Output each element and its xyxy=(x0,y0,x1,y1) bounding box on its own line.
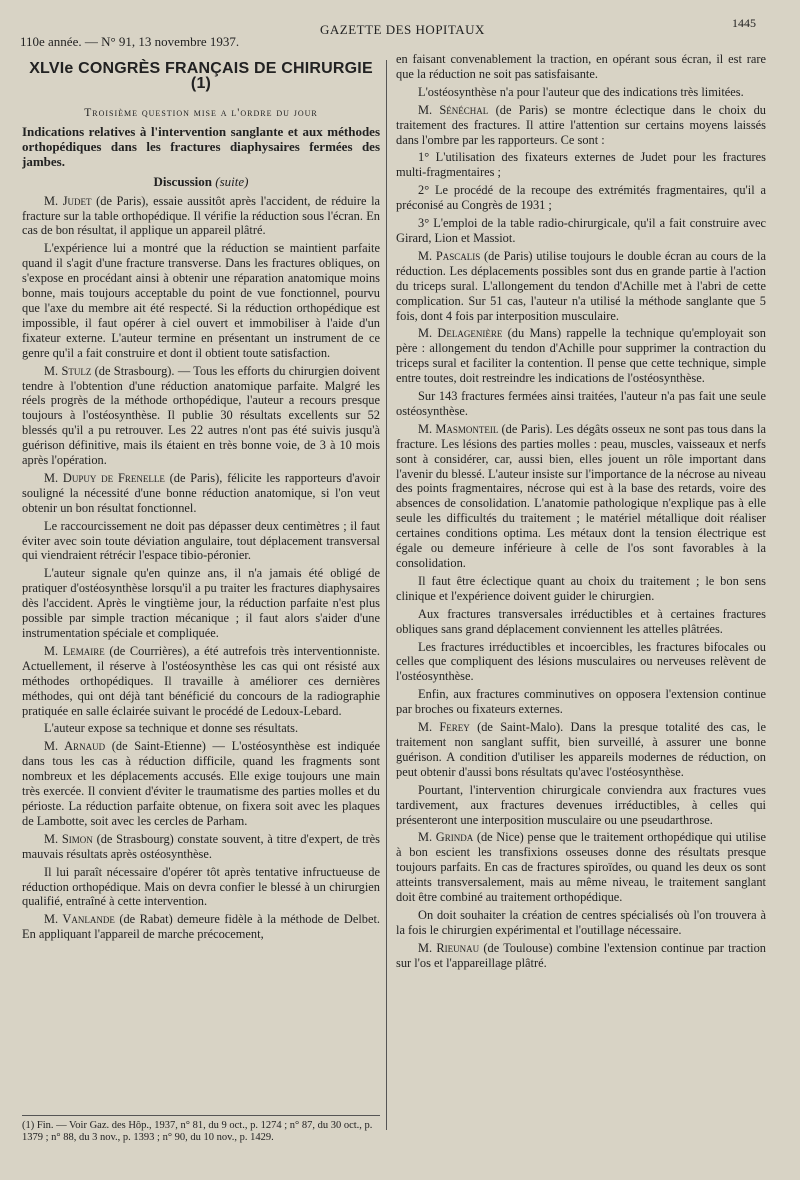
speaker-name: M. Dupuy de Frenelle xyxy=(44,470,165,485)
speaker-name: M. Vanlande xyxy=(44,912,115,927)
paragraph-text: (de Rabat) demeure fidèle à la méthode de Delbet. En appliquant l'appareil de marche précocement, xyxy=(22,912,380,942)
paragraph-text: 3° L'emploi de la table radio-chirurgicale, qu'il a fait construire avec Girard, Lion et Massiot. xyxy=(396,216,766,245)
speaker-name: M. Lemaire xyxy=(44,643,105,658)
speaker-name: M. Pascalis xyxy=(418,248,481,263)
paragraph-text: (de Toulouse) combine l'extension continue par traction sur l'os et l'appareillage plâtré. xyxy=(396,940,766,970)
page-header xyxy=(20,14,756,48)
speaker-name: M. Grinda xyxy=(418,830,474,845)
speaker-name: M. Judet xyxy=(44,193,92,208)
paragraph xyxy=(396,150,766,180)
paragraph-text: (de Paris), félicite les rapporteurs d'avoir souligné la nécessité d'une bonne réduction anatomique, si l'on veut obtenir un bon résultat fonctionnel. xyxy=(22,470,380,515)
paragraph-text: (de Saint-Malo). Dans la presque totalité des cas, le traitement non sanglant suffit, bien surveillé, à assurer une bonne guérison. A condition d'utiliser les appareils modernes de réduction, on peut obtenir d'aussi bons résultats qu'avec l'ostéosynthèse. xyxy=(396,720,766,779)
footnote: (1) Fin. — Voir Gaz. des Hôp., 1937, n° 81, du 9 oct., p. 1274 ; n° 87, du 30 oct., p. 1379 ; n° 88, du 3 nov., p. 1393 ; n° 90, du 10 nov., p. 1429. xyxy=(22,1115,380,1144)
paragraph xyxy=(396,422,766,571)
paragraph-text: L'expérience lui a montré que la réduction se maintient parfaite quand il s'agit d'une fracture transverse. Dans les fractures obliques, on s'expose en procédant ainsi à obtenir une réparation anatomique moins bonne, mais toujours acceptable du point de vue fonctionnel, pourvu que l'axe du membre ait été respecté. Si la réduction orthopédique est impossible, il faut opérer à ciel ouvert et immobiliser à l'aide d'un fixateur externe. L'auteur termine en présentant un instrument de ce genre qu'il a fait construire et dont il obtient toute satisfaction. xyxy=(22,241,380,360)
discussion-label xyxy=(22,175,380,190)
paragraph xyxy=(396,249,766,324)
paragraph-text: L'auteur signale qu'en quinze ans, il n'a jamais été obligé de pratiquer d'ostéosynthèse lorsqu'il a pu traiter les fractures diaphysaires dès l'accident. Après le vingtième jour, la réduction parfaite n'est plus possible par simple traction mécanique ; il faut alors s'aider d'une instrumentation spéciale et compliquée. xyxy=(22,566,380,640)
paragraph xyxy=(22,364,380,468)
speaker-name: M. Delagenière xyxy=(418,326,503,341)
paragraph xyxy=(396,326,766,386)
paragraph xyxy=(22,912,380,942)
journal-name: GAZETTE DES HOPITAUX xyxy=(320,22,485,37)
paragraph-text: (de Strasbourg) constate souvent, à titre d'expert, de très mauvais résultats après ostéosynthèse. xyxy=(22,831,380,861)
paragraph-text: Le raccourcissement ne doit pas dépasser deux centimètres ; il faut éviter avec soin toute déviation angulaire, tout déplacement transversal qui viendraient rétrécir l'espace tibio-péronier. xyxy=(22,518,380,563)
paragraph-text: Il faut être éclectique quant au choix du traitement ; le bon sens clinique et l'expérience doivent guider le chirurgien. xyxy=(396,573,766,603)
speaker-name: M. Masmonteil xyxy=(418,421,499,436)
article-heading: Indications relatives à l'intervention sanglante et aux méthodes orthopédiques dans les fractures diaphysaires fermées des jambes. xyxy=(22,123,380,169)
paragraph xyxy=(396,607,766,637)
speaker-name: M. Sénéchal xyxy=(418,102,489,117)
paragraph xyxy=(396,85,766,100)
article-subtitle: Troisième question mise a l'ordre du jour xyxy=(84,106,318,119)
paragraph xyxy=(396,783,766,828)
paragraph-text: (de Paris). Les dégâts osseux ne sont pas tous dans la fracture. Les lésions des parties molles : peau, muscles, vaisseaux et nerfs sont à considérer, car, aussi bien, elles jouent un rôle important dans l'avenir du blessé. L'auteur insiste sur l'importance de la nécrose au niveau des points fragmentaires, nécrose qui est à la base des retards, voire des absences de consolidation. L'anatomie pathologique n'explique pas à elle seule les difficultés du traitement ; le matériel métallique doit réaliser certaines conditions optima. Les métaux dont la tension électrique est égale ou demeure inférieure à celle de l'os sont favorables à la consolidation. xyxy=(396,421,766,570)
right-column xyxy=(396,52,766,1136)
paragraph-text: On doit souhaiter la création de centres spécialisés où l'on trouvera à la fois le chirurgien expérimental et l'outillage nécessaire. xyxy=(396,907,766,937)
paragraph xyxy=(396,720,766,780)
paragraph-text: L'ostéosynthèse n'a pour l'auteur que des indications très limitées. xyxy=(418,84,744,99)
paragraph xyxy=(22,566,380,641)
paragraph xyxy=(396,941,766,971)
paragraph-text: (de Courrières), a été autrefois très interventionniste. Actuellement, il réserve à l'ostéosynthèse les cas qui ont résisté aux méthodes orthopédiques. Il travaille à améliorer ces dernières méthodes, qui ont déjà tant bénéficié du concours de la radiographie pratiquée en salle éclairée suivant le procédé de Ledoux-Lebard. xyxy=(22,643,380,718)
paragraph xyxy=(22,721,380,736)
paragraph xyxy=(396,389,766,419)
discussion-text: Discussion xyxy=(153,173,213,189)
paragraph xyxy=(396,574,766,604)
left-body xyxy=(22,194,380,943)
discussion-suffix: (suite) xyxy=(215,173,249,189)
paragraph xyxy=(396,640,766,685)
issue-line: 110e année. — N° 91, 13 novembre 1937. xyxy=(20,34,240,49)
paragraph-text: Aux fractures transversales irréductibles et à certaines fractures obliques sans grand déplacement conviennent les attelles plâtrées. xyxy=(396,606,766,636)
paragraph-text: (de Strasbourg). — Tous les efforts du chirurgien doivent tendre à l'obtention d'une réduction anatomique parfaite. Malgré les réels progrès de la méthode orthopédique, l'auteur a recours presque toujours à l'ostéosynthèse. Il publie 30 résultats excellents sur 52 blessés qu'il a pu retrouver. Les 22 autres n'ont pas été suivis jusqu'à guérison définitive, mais ils étaient en très bonne voie, de 3 à 10 mois après l'opération. xyxy=(22,363,380,468)
column-divider xyxy=(386,60,387,1130)
paragraph xyxy=(22,739,380,828)
paragraph xyxy=(22,241,380,360)
paragraph-text: (de Paris), essaie aussitôt après l'accident, de réduire la fracture sur la table orthopédique. Il vérifie la réduction sous l'écran. En cas de bon résultat, il applique un appareil plâtré. xyxy=(22,193,380,238)
paragraph-text: 1° L'utilisation des fixateurs externes de Judet pour les fractures multi-fragmentaires ; xyxy=(396,150,766,180)
paragraph-text: (de Paris) se montre éclectique dans le choix du traitement des fractures. Il attire l'attention sur certains moyens laissés dans l'ombre par les rapporteurs. Ce sont : xyxy=(396,102,766,147)
paragraph xyxy=(396,52,766,82)
speaker-name: M. Rieunau xyxy=(418,940,480,955)
paragraph-text: (de Saint-Etienne) — L'ostéosynthèse est indiquée dans tous les cas à réduction difficile, quand les fragments sont nombreux et les déplacements accusés. Elle exige toujours une main très exercée. Il convient d'éviter le traumatisme des parties molles et du périoste. La réduction parfaite obtenue, on fixera soit avec les plaques de Lambotte, soit avec les cercles de Parham. xyxy=(22,739,380,828)
right-body xyxy=(396,52,766,971)
paragraph-text: Enfin, aux fractures comminutives on opposera l'extension continue par broches ou fixateurs externes. xyxy=(396,687,766,717)
paragraph xyxy=(22,519,380,564)
paragraph-text: (de Nice) pense que le traitement orthopédique qui utilise à bon escient les transfixions osseuses donne des résultats presque toujours parfaits. En cas de fractures spiroïdes, ou quand les deux os sont atteints transversalement, mais au même niveau, le traitement sanglant doit être combiné au traitement orthopédique. xyxy=(396,830,766,905)
paragraph xyxy=(396,908,766,938)
paragraph-text: Il lui paraît nécessaire d'opérer tôt après tentative infructueuse de réduction orthopédique. Mais on devra confier le blessé à un chirurgien qualifié, entraîné à cette intervention. xyxy=(22,864,380,909)
speaker-name: M. Simon xyxy=(44,831,93,846)
paragraph xyxy=(396,687,766,717)
speaker-name: M. Ferey xyxy=(418,720,470,735)
paragraph-text: en faisant convenablement la traction, en opérant sous écran, il est rare que la réduction ne soit pas satisfaisante. xyxy=(396,52,766,81)
speaker-name: M. Stulz xyxy=(44,363,92,378)
speaker-name: M. Arnaud xyxy=(44,739,106,754)
paragraph-text: (du Mans) rappelle la technique qu'employait son père : allongement du tendon d'Achille pour supprimer la contraction du triceps sural et faciliter la contention. Il pense que cette technique, simple entre toutes, doit restreindre les indications de l'ostéosynthèse. xyxy=(396,326,766,386)
paragraph xyxy=(22,832,380,862)
paragraph-text: L'auteur expose sa technique et donne ses résultats. xyxy=(44,721,299,736)
paragraph xyxy=(396,216,766,246)
paragraph xyxy=(22,471,380,516)
paragraph-text: Pourtant, l'intervention chirurgicale conviendra aux fractures vues tardivement, aux fractures devenues irréductibles, à celles qui présenteront une interposition musculaire ou une pseudarthrose. xyxy=(396,782,766,827)
page-number: 1445 xyxy=(732,16,756,30)
paragraph-text: 2° Le procédé de la recoupe des extrémités fragmentaires, qu'il a préconisé au Congrès de 1931 ; xyxy=(396,183,766,213)
paragraph xyxy=(22,865,380,910)
paragraph xyxy=(22,194,380,239)
paragraph xyxy=(396,103,766,148)
article-title: XLVIe CONGRÈS FRANÇAIS DE CHIRURGIE (1) xyxy=(29,60,373,92)
paragraph xyxy=(396,183,766,213)
paragraph-text: Les fractures irréductibles et incoercibles, les fractures bifocales ou celles que compliquent des lésions musculaires ou nerveuses relèvent de l'ostéosynthèse. xyxy=(396,639,766,684)
paragraph xyxy=(396,830,766,905)
paragraph-text: Sur 143 fractures fermées ainsi traitées, l'auteur n'a pas fait une seule ostéosynthèse. xyxy=(396,389,766,418)
left-column xyxy=(22,52,380,1136)
paragraph-text: (de Paris) utilise toujours le double écran au cours de la réduction. Les déplacements possibles sont dus en grande partie à l'action du triceps sural. L'allongement du tendon d'Achille met à l'abri de cette complication. Sur 51 cas, l'auteur n'a utilisé la méthode sanglante que 5 fois, dont 4 fois par interposition musculaire. xyxy=(396,248,766,323)
paragraph xyxy=(22,644,380,719)
